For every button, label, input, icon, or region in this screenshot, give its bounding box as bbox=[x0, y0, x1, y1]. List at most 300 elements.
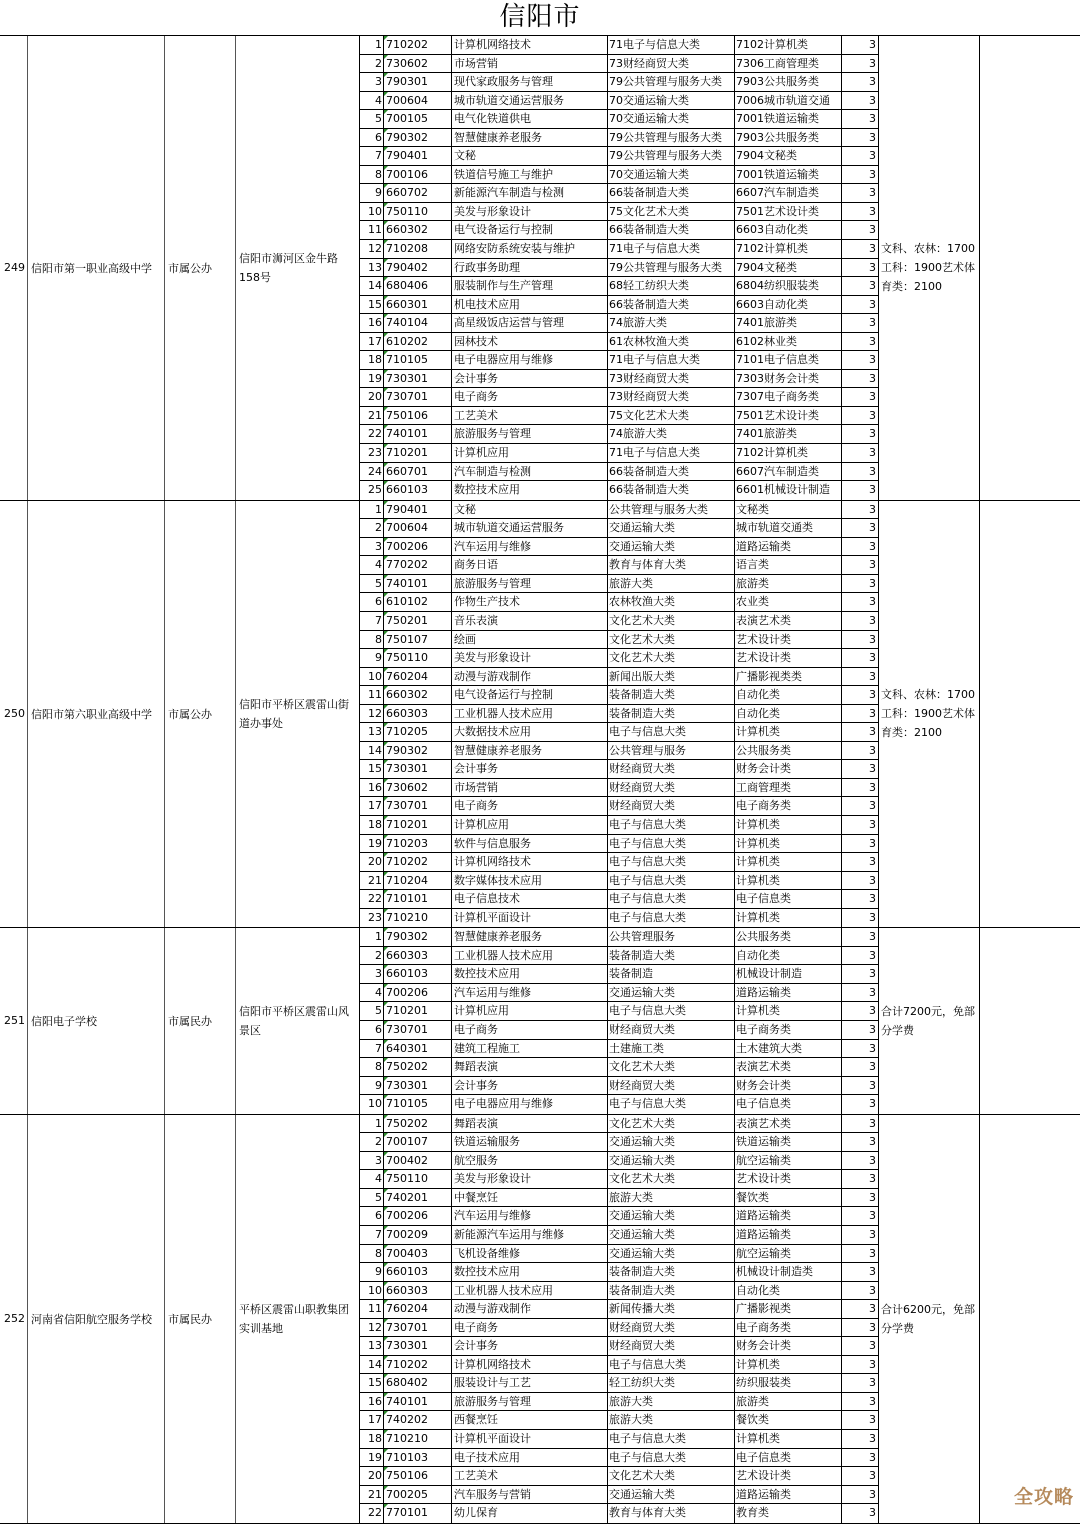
study-years: 3 bbox=[842, 203, 879, 221]
major-subcategory: 7401旅游类 bbox=[735, 425, 842, 443]
major-category: 装备制造大类 bbox=[608, 947, 735, 965]
major-category: 文化艺术大类 bbox=[608, 1058, 735, 1076]
study-years: 3 bbox=[842, 147, 879, 165]
major-subcategory: 6603自动化类 bbox=[735, 221, 842, 239]
major-category: 电子与信息大类 bbox=[608, 1449, 735, 1467]
major-number: 4 bbox=[360, 92, 384, 110]
major-number: 5 bbox=[360, 1189, 384, 1207]
study-years: 3 bbox=[842, 816, 879, 834]
major-subcategory: 自动化类 bbox=[735, 1282, 842, 1300]
major-name: 幼儿保育 bbox=[452, 1504, 608, 1523]
table-row bbox=[360, 575, 879, 594]
major-name: 汽车运用与维修 bbox=[452, 1207, 608, 1225]
major-name: 舞蹈表演 bbox=[452, 1058, 608, 1076]
major-number: 22 bbox=[360, 1504, 384, 1523]
study-years: 3 bbox=[842, 296, 879, 314]
study-years: 3 bbox=[842, 1058, 879, 1076]
major-subcategory: 教育类 bbox=[735, 1504, 842, 1523]
major-name: 园林技术 bbox=[452, 333, 608, 351]
major-subcategory: 7903公共服务类 bbox=[735, 73, 842, 91]
study-years: 3 bbox=[842, 240, 879, 258]
majors-list bbox=[360, 501, 879, 928]
major-name: 铁道信号施工与维护 bbox=[452, 166, 608, 184]
major-name: 城市轨道交通运营服务 bbox=[452, 519, 608, 537]
major-number: 13 bbox=[360, 1337, 384, 1355]
major-code: 750110 bbox=[384, 1170, 452, 1188]
study-years: 3 bbox=[842, 481, 879, 500]
study-years: 3 bbox=[842, 73, 879, 91]
table-row bbox=[360, 984, 879, 1003]
major-code: 710103 bbox=[384, 1449, 452, 1467]
major-number: 8 bbox=[360, 166, 384, 184]
major-subcategory: 计算机类 bbox=[735, 1002, 842, 1020]
major-subcategory: 6601机械设计制造 bbox=[735, 481, 842, 500]
major-code: 610202 bbox=[384, 333, 452, 351]
major-name: 旅游服务与管理 bbox=[452, 1393, 608, 1411]
study-years: 3 bbox=[842, 1152, 879, 1170]
major-code: 710105 bbox=[384, 351, 452, 369]
major-code: 710205 bbox=[384, 723, 452, 741]
major-number: 10 bbox=[360, 1095, 384, 1114]
study-years: 3 bbox=[842, 1356, 879, 1374]
school-name: 河南省信阳航空服务学校 bbox=[28, 1115, 165, 1523]
major-subcategory: 表演艺术类 bbox=[735, 1058, 842, 1076]
major-category: 电子与信息大类 bbox=[608, 909, 735, 928]
major-number: 12 bbox=[360, 240, 384, 258]
table-row bbox=[360, 1002, 879, 1021]
school-name: 信阳市第六职业高级中学 bbox=[28, 501, 165, 928]
school-name: 信阳市第一职业高级中学 bbox=[28, 36, 165, 500]
major-subcategory: 机械设计制造类 bbox=[735, 1263, 842, 1281]
study-years: 3 bbox=[842, 1393, 879, 1411]
table-row bbox=[360, 110, 879, 129]
major-subcategory: 计算机类 bbox=[735, 1356, 842, 1374]
major-code: 750107 bbox=[384, 631, 452, 649]
study-years: 3 bbox=[842, 129, 879, 147]
school-group bbox=[0, 1115, 1080, 1524]
major-number: 4 bbox=[360, 1170, 384, 1188]
major-name: 电子商务 bbox=[452, 797, 608, 815]
table-row bbox=[360, 259, 879, 278]
major-number: 21 bbox=[360, 407, 384, 425]
table-row bbox=[360, 1152, 879, 1171]
study-years: 3 bbox=[842, 314, 879, 332]
major-code: 710201 bbox=[384, 444, 452, 462]
study-years: 3 bbox=[842, 36, 879, 54]
school-group bbox=[0, 35, 1080, 501]
major-number: 3 bbox=[360, 965, 384, 983]
major-number: 4 bbox=[360, 556, 384, 574]
major-subcategory: 艺术设计类 bbox=[735, 649, 842, 667]
major-code: 730301 bbox=[384, 1077, 452, 1095]
major-number: 19 bbox=[360, 835, 384, 853]
major-code: 790302 bbox=[384, 928, 452, 946]
study-years: 3 bbox=[842, 333, 879, 351]
major-subcategory: 财务会计类 bbox=[735, 1337, 842, 1355]
study-years: 3 bbox=[842, 277, 879, 295]
major-name: 数控技术应用 bbox=[452, 965, 608, 983]
major-number: 2 bbox=[360, 519, 384, 537]
major-code: 660103 bbox=[384, 481, 452, 500]
major-number: 11 bbox=[360, 221, 384, 239]
major-subcategory: 语言类 bbox=[735, 556, 842, 574]
major-name: 飞机设备维修 bbox=[452, 1245, 608, 1263]
table-row bbox=[360, 129, 879, 148]
table-row bbox=[360, 296, 879, 315]
major-category: 电子与信息大类 bbox=[608, 890, 735, 908]
major-code: 730602 bbox=[384, 779, 452, 797]
major-category: 教育与体育大类 bbox=[608, 1504, 735, 1523]
major-subcategory: 计算机类 bbox=[735, 909, 842, 928]
major-category: 75文化艺术大类 bbox=[608, 407, 735, 425]
major-subcategory: 表演艺术类 bbox=[735, 612, 842, 630]
major-number: 6 bbox=[360, 593, 384, 611]
school-type: 市属民办 bbox=[165, 1115, 236, 1523]
major-category: 71电子与信息大类 bbox=[608, 351, 735, 369]
major-number: 7 bbox=[360, 612, 384, 630]
major-name: 工艺美术 bbox=[452, 407, 608, 425]
blank-column bbox=[980, 928, 1080, 1113]
major-code: 700604 bbox=[384, 92, 452, 110]
major-code: 750106 bbox=[384, 1467, 452, 1485]
study-years: 3 bbox=[842, 1467, 879, 1485]
blank-column bbox=[980, 36, 1080, 500]
major-subcategory: 7903公共服务类 bbox=[735, 129, 842, 147]
major-category: 71电子与信息大类 bbox=[608, 444, 735, 462]
major-number: 3 bbox=[360, 538, 384, 556]
table-row bbox=[360, 1467, 879, 1486]
major-category: 70交通运输大类 bbox=[608, 92, 735, 110]
major-name: 汽车服务与营销 bbox=[452, 1486, 608, 1504]
table-row bbox=[360, 909, 879, 928]
major-category: 教育与体育大类 bbox=[608, 556, 735, 574]
major-category: 电子与信息大类 bbox=[608, 816, 735, 834]
major-subcategory: 文秘类 bbox=[735, 501, 842, 519]
study-years: 3 bbox=[842, 1319, 879, 1337]
major-category: 文化艺术大类 bbox=[608, 1170, 735, 1188]
table-row bbox=[360, 1337, 879, 1356]
major-name: 市场营销 bbox=[452, 55, 608, 73]
major-subcategory: 计算机类 bbox=[735, 835, 842, 853]
table-row bbox=[360, 36, 879, 55]
major-name: 软件与信息服务 bbox=[452, 835, 608, 853]
major-code: 660701 bbox=[384, 463, 452, 481]
table-row bbox=[360, 686, 879, 705]
major-number: 6 bbox=[360, 1021, 384, 1039]
major-code: 710201 bbox=[384, 1002, 452, 1020]
major-code: 730301 bbox=[384, 370, 452, 388]
table-row bbox=[360, 631, 879, 650]
major-subcategory: 电子信息类 bbox=[735, 1449, 842, 1467]
table-row bbox=[360, 965, 879, 984]
table-row bbox=[360, 612, 879, 631]
major-name: 动漫与游戏制作 bbox=[452, 668, 608, 686]
major-code: 760204 bbox=[384, 1300, 452, 1318]
major-number: 19 bbox=[360, 1449, 384, 1467]
table-row bbox=[360, 407, 879, 426]
major-name: 文秘 bbox=[452, 501, 608, 519]
major-subcategory: 6804纺织服装类 bbox=[735, 277, 842, 295]
major-name: 新能源汽车制造与检测 bbox=[452, 184, 608, 202]
major-name: 舞蹈表演 bbox=[452, 1115, 608, 1133]
major-code: 740104 bbox=[384, 314, 452, 332]
major-subcategory: 广播影视类 bbox=[735, 1300, 842, 1318]
major-name: 服装制作与生产管理 bbox=[452, 277, 608, 295]
majors-list bbox=[360, 36, 879, 500]
major-category: 文化艺术大类 bbox=[608, 1467, 735, 1485]
major-code: 740202 bbox=[384, 1411, 452, 1429]
major-name: 中餐烹饪 bbox=[452, 1189, 608, 1207]
major-number: 25 bbox=[360, 481, 384, 500]
study-years: 3 bbox=[842, 1449, 879, 1467]
table-row bbox=[360, 1263, 879, 1282]
major-number: 1 bbox=[360, 1115, 384, 1133]
table-row bbox=[360, 1245, 879, 1264]
major-code: 680402 bbox=[384, 1374, 452, 1392]
major-name: 大数据技术应用 bbox=[452, 723, 608, 741]
table-row bbox=[360, 92, 879, 111]
major-category: 68轻工纺织大类 bbox=[608, 277, 735, 295]
major-category: 交通运输大类 bbox=[608, 519, 735, 537]
study-years: 3 bbox=[842, 760, 879, 778]
table-row bbox=[360, 947, 879, 966]
major-subcategory: 航空运输类 bbox=[735, 1245, 842, 1263]
major-name: 数字媒体技术应用 bbox=[452, 872, 608, 890]
major-category: 交通运输大类 bbox=[608, 538, 735, 556]
major-code: 700209 bbox=[384, 1226, 452, 1244]
table-row bbox=[360, 1207, 879, 1226]
study-years: 3 bbox=[842, 221, 879, 239]
table-row bbox=[360, 221, 879, 240]
major-code: 790302 bbox=[384, 129, 452, 147]
major-code: 700106 bbox=[384, 166, 452, 184]
study-years: 3 bbox=[842, 1002, 879, 1020]
major-number: 7 bbox=[360, 1226, 384, 1244]
major-number: 5 bbox=[360, 110, 384, 128]
study-years: 3 bbox=[842, 1430, 879, 1448]
major-category: 装备制造大类 bbox=[608, 1263, 735, 1281]
major-category: 79公共管理与服务大类 bbox=[608, 129, 735, 147]
major-name: 电子商务 bbox=[452, 1021, 608, 1039]
study-years: 3 bbox=[842, 928, 879, 946]
table-row bbox=[360, 463, 879, 482]
major-code: 740101 bbox=[384, 425, 452, 443]
major-code: 710210 bbox=[384, 909, 452, 928]
table-row bbox=[360, 1486, 879, 1505]
study-years: 3 bbox=[842, 1115, 879, 1133]
major-code: 750202 bbox=[384, 1058, 452, 1076]
school-group bbox=[0, 928, 1080, 1114]
table-row bbox=[360, 853, 879, 872]
major-code: 750106 bbox=[384, 407, 452, 425]
study-years: 3 bbox=[842, 370, 879, 388]
major-name: 行政事务助理 bbox=[452, 259, 608, 277]
major-name: 航空服务 bbox=[452, 1152, 608, 1170]
table-row bbox=[360, 519, 879, 538]
major-code: 700206 bbox=[384, 984, 452, 1002]
major-category: 土建施工类 bbox=[608, 1040, 735, 1058]
table-row bbox=[360, 835, 879, 854]
major-subcategory: 6603自动化类 bbox=[735, 296, 842, 314]
major-category: 文化艺术大类 bbox=[608, 631, 735, 649]
study-years: 3 bbox=[842, 1282, 879, 1300]
major-subcategory: 7306工商管理类 bbox=[735, 55, 842, 73]
major-number: 12 bbox=[360, 1319, 384, 1337]
major-subcategory: 电子信息类 bbox=[735, 890, 842, 908]
major-category: 装备制造大类 bbox=[608, 686, 735, 704]
major-code: 710204 bbox=[384, 872, 452, 890]
study-years: 3 bbox=[842, 1263, 879, 1281]
major-name: 旅游服务与管理 bbox=[452, 575, 608, 593]
major-category: 79公共管理与服务大类 bbox=[608, 147, 735, 165]
major-name: 电子电器应用与维修 bbox=[452, 351, 608, 369]
table-row bbox=[360, 370, 879, 389]
major-name: 会计事务 bbox=[452, 370, 608, 388]
major-category: 公共管理与服务 bbox=[608, 742, 735, 760]
major-number: 10 bbox=[360, 1282, 384, 1300]
table-row bbox=[360, 1356, 879, 1375]
school-type: 市属民办 bbox=[165, 928, 236, 1113]
major-subcategory: 农业类 bbox=[735, 593, 842, 611]
school-index: 249 bbox=[0, 36, 28, 500]
major-category: 75文化艺术大类 bbox=[608, 203, 735, 221]
major-subcategory: 7401旅游类 bbox=[735, 314, 842, 332]
major-number: 3 bbox=[360, 1152, 384, 1170]
major-category: 电子与信息大类 bbox=[608, 1430, 735, 1448]
major-subcategory: 7001铁道运输类 bbox=[735, 110, 842, 128]
major-name: 美发与形象设计 bbox=[452, 649, 608, 667]
major-name: 数控技术应用 bbox=[452, 481, 608, 500]
major-category: 66装备制造大类 bbox=[608, 296, 735, 314]
major-code: 680406 bbox=[384, 277, 452, 295]
major-number: 20 bbox=[360, 1467, 384, 1485]
major-number: 7 bbox=[360, 1040, 384, 1058]
major-number: 5 bbox=[360, 1002, 384, 1020]
study-years: 3 bbox=[842, 890, 879, 908]
major-number: 14 bbox=[360, 1356, 384, 1374]
major-subcategory: 道路运输类 bbox=[735, 1226, 842, 1244]
major-subcategory: 旅游类 bbox=[735, 1393, 842, 1411]
table-row bbox=[360, 890, 879, 909]
school-index: 251 bbox=[0, 928, 28, 1113]
study-years: 3 bbox=[842, 1337, 879, 1355]
major-category: 70交通运输大类 bbox=[608, 110, 735, 128]
table-row bbox=[360, 1095, 879, 1114]
study-years: 3 bbox=[842, 259, 879, 277]
table-row bbox=[360, 593, 879, 612]
major-subcategory: 道路运输类 bbox=[735, 1486, 842, 1504]
major-number: 14 bbox=[360, 277, 384, 295]
major-name: 商务日语 bbox=[452, 556, 608, 574]
major-number: 8 bbox=[360, 1058, 384, 1076]
table-row bbox=[360, 1504, 879, 1523]
major-code: 740201 bbox=[384, 1189, 452, 1207]
major-subcategory: 纺织服装类 bbox=[735, 1374, 842, 1392]
study-years: 3 bbox=[842, 947, 879, 965]
major-name: 西餐烹饪 bbox=[452, 1411, 608, 1429]
major-subcategory: 7001铁道运输类 bbox=[735, 166, 842, 184]
major-category: 文化艺术大类 bbox=[608, 1115, 735, 1133]
major-category: 74旅游大类 bbox=[608, 425, 735, 443]
study-years: 3 bbox=[842, 1411, 879, 1429]
major-code: 660302 bbox=[384, 686, 452, 704]
blank-column bbox=[980, 1115, 1080, 1523]
major-subcategory: 艺术设计类 bbox=[735, 1170, 842, 1188]
major-number: 18 bbox=[360, 351, 384, 369]
study-years: 3 bbox=[842, 909, 879, 928]
table-row bbox=[360, 742, 879, 761]
major-category: 电子与信息大类 bbox=[608, 835, 735, 853]
major-code: 740101 bbox=[384, 1393, 452, 1411]
major-number: 17 bbox=[360, 1411, 384, 1429]
major-name: 电子技术应用 bbox=[452, 1449, 608, 1467]
major-subcategory: 计算机类 bbox=[735, 1430, 842, 1448]
major-subcategory: 铁道运输类 bbox=[735, 1133, 842, 1151]
major-subcategory: 7303财务会计类 bbox=[735, 370, 842, 388]
major-number: 14 bbox=[360, 742, 384, 760]
major-number: 12 bbox=[360, 705, 384, 723]
major-category: 交通运输大类 bbox=[608, 1486, 735, 1504]
table-row bbox=[360, 203, 879, 222]
major-name: 工业机器人技术应用 bbox=[452, 1282, 608, 1300]
table-row bbox=[360, 1411, 879, 1430]
table-row bbox=[360, 1374, 879, 1393]
major-subcategory: 自动化类 bbox=[735, 686, 842, 704]
major-subcategory: 艺术设计类 bbox=[735, 631, 842, 649]
major-number: 6 bbox=[360, 1207, 384, 1225]
study-years: 3 bbox=[842, 1077, 879, 1095]
major-number: 23 bbox=[360, 444, 384, 462]
major-name: 计算机应用 bbox=[452, 816, 608, 834]
major-name: 汽车运用与维修 bbox=[452, 984, 608, 1002]
school-type: 市属公办 bbox=[165, 501, 236, 928]
major-subcategory: 7904文秘类 bbox=[735, 147, 842, 165]
table-row bbox=[360, 314, 879, 333]
major-subcategory: 7102计算机类 bbox=[735, 444, 842, 462]
study-years: 3 bbox=[842, 1226, 879, 1244]
study-years: 3 bbox=[842, 110, 879, 128]
table-row bbox=[360, 277, 879, 296]
major-number: 21 bbox=[360, 1486, 384, 1504]
major-name: 工业机器人技术应用 bbox=[452, 947, 608, 965]
major-name: 服装设计与工艺 bbox=[452, 1374, 608, 1392]
study-years: 3 bbox=[842, 779, 879, 797]
table-row bbox=[360, 1133, 879, 1152]
major-number: 16 bbox=[360, 314, 384, 332]
table-row bbox=[360, 1189, 879, 1208]
major-subcategory: 计算机类 bbox=[735, 853, 842, 871]
study-years: 3 bbox=[842, 55, 879, 73]
major-code: 660702 bbox=[384, 184, 452, 202]
table-row bbox=[360, 538, 879, 557]
table-row bbox=[360, 55, 879, 74]
major-category: 文化艺术大类 bbox=[608, 649, 735, 667]
major-subcategory: 6607汽车制造类 bbox=[735, 463, 842, 481]
tuition-fee: 文科、农林：1700工科：1900艺术体育类：2100 bbox=[879, 501, 980, 928]
study-years: 3 bbox=[842, 1504, 879, 1523]
major-number: 13 bbox=[360, 723, 384, 741]
major-number: 8 bbox=[360, 631, 384, 649]
major-code: 660103 bbox=[384, 965, 452, 983]
major-category: 交通运输大类 bbox=[608, 1207, 735, 1225]
table-row bbox=[360, 1300, 879, 1319]
study-years: 3 bbox=[842, 1486, 879, 1504]
major-name: 智慧健康养老服务 bbox=[452, 742, 608, 760]
table-row bbox=[360, 872, 879, 891]
major-name: 计算机应用 bbox=[452, 444, 608, 462]
major-category: 新闻传播大类 bbox=[608, 1300, 735, 1318]
major-subcategory: 计算机类 bbox=[735, 723, 842, 741]
